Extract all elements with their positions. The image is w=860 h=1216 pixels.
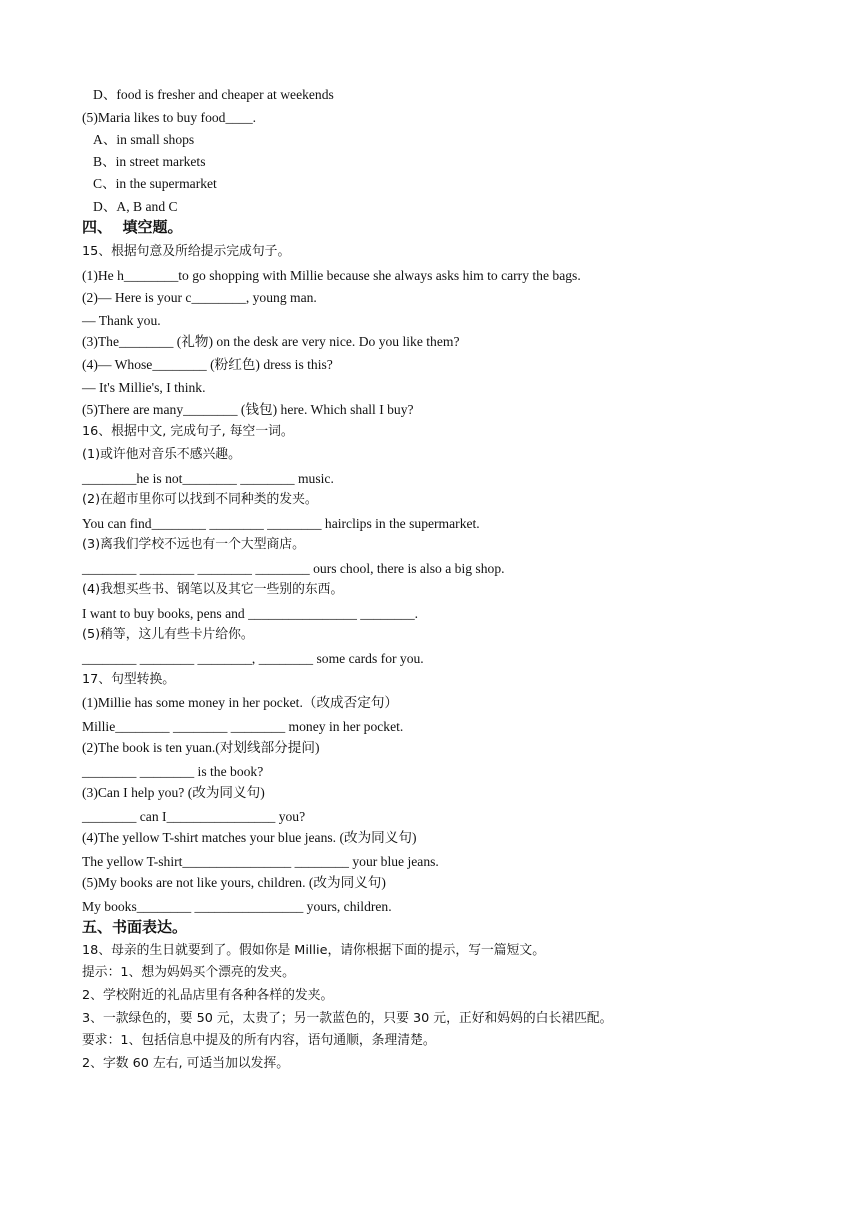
q18-requirement-2: 2、字数 60 左右, 可适当加以发挥。 [82,1056,290,1071]
q17-3: (3)Can I help you? (改为同义句) [82,785,265,800]
q17-instruction: 17、句型转换。 [82,672,176,687]
q17-3-answer: ________ can I________________ you? [82,809,306,824]
option-b: B、in street markets [93,154,206,169]
q17-2: (2)The book is ten yuan.(对划线部分提问) [82,740,320,755]
q17-5-answer: My books________ ________________ yours, children. [82,899,392,914]
q18-requirement-1: 要求：1、包括信息中提及的所有内容，语句通顺，条理清楚。 [82,1033,436,1048]
q18-hint-2: 2、学校附近的礼品店里有各种各样的发夹。 [82,988,334,1003]
q17-1: (1)Millie has some money in her pocket.（改成否定句） [82,695,399,710]
q16-5-cn: (5)稍等，这儿有些卡片给你。 [82,627,254,642]
q15-1: (1)He h________to go shopping with Millie because she always asks him to carry the bags. [82,268,581,283]
question-5: (5)Maria likes to buy food____. [82,110,257,125]
q16-2-cn: (2)在超市里你可以找到不同种类的发夹。 [82,492,318,507]
q15-3: (3)The________ (礼物) on the desk are very nice. Do you like them? [82,334,460,349]
q18-hint-1: 提示：1、想为妈妈买个漂亮的发夹。 [82,965,295,980]
q16-1-en: ________he is not________ ________ music. [82,471,334,486]
q16-4-en: I want to buy books, pens and ________________ ________. [82,606,419,621]
q17-5: (5)My books are not like yours, children. (改为同义句) [82,875,386,890]
q15-5: (5)There are many________ (钱包) here. Which shall I buy? [82,402,414,417]
q17-1-answer: Millie________ ________ ________ money in her pocket. [82,719,404,734]
q15-2: (2)— Here is your c________, young man. [82,290,317,305]
q15-4: (4)— Whose________ (粉红色) dress is this? [82,357,333,372]
q15-instruction: 15、根据句意及所给提示完成句子。 [82,244,291,259]
q16-5-en: ________ ________ ________, ________ some cards for you. [82,651,424,666]
option-d: D、A, B and C [93,199,178,214]
q16-3-en: ________ ________ ________ ________ ours chool, there is also a big shop. [82,561,505,576]
q16-1-cn: (1)或许他对音乐不感兴趣。 [82,447,241,462]
option-5d-prev: D、food is fresher and cheaper at weekends [93,87,334,102]
option-a: A、in small shops [93,132,195,147]
q16-instruction: 16、根据中文, 完成句子, 每空一词。 [82,424,294,439]
option-c: C、in the supermarket [93,176,217,191]
q15-4-reply: — It's Millie's, I think. [82,380,206,395]
section-4-heading: 四、 填空题。 [82,218,183,236]
q18-hint-3: 3、一款绿色的，要 50 元，太贵了；另一款蓝色的，只要 30 元，正好和妈妈的白长裙匹配。 [82,1011,613,1026]
section-5-heading: 五、书面表达。 [82,918,188,936]
q17-2-answer: ________ ________ is the book? [82,764,264,779]
q16-3-cn: (3)离我们学校不远也有一个大型商店。 [82,537,305,552]
q15-2-reply: — Thank you. [82,313,161,328]
q18-prompt: 18、母亲的生日就要到了。假如你是 Millie，请你根据下面的提示，写一篇短文。 [82,943,545,958]
q17-4: (4)The yellow T-shirt matches your blue jeans. (改为同义句) [82,830,417,845]
q16-2-en: You can find________ ________ ________ hairclips in the supermarket. [82,516,480,531]
q16-4-cn: (4)我想买些书、钢笔以及其它一些别的东西。 [82,582,344,597]
q17-4-answer: The yellow T-shirt________________ ________ your blue jeans. [82,854,439,869]
